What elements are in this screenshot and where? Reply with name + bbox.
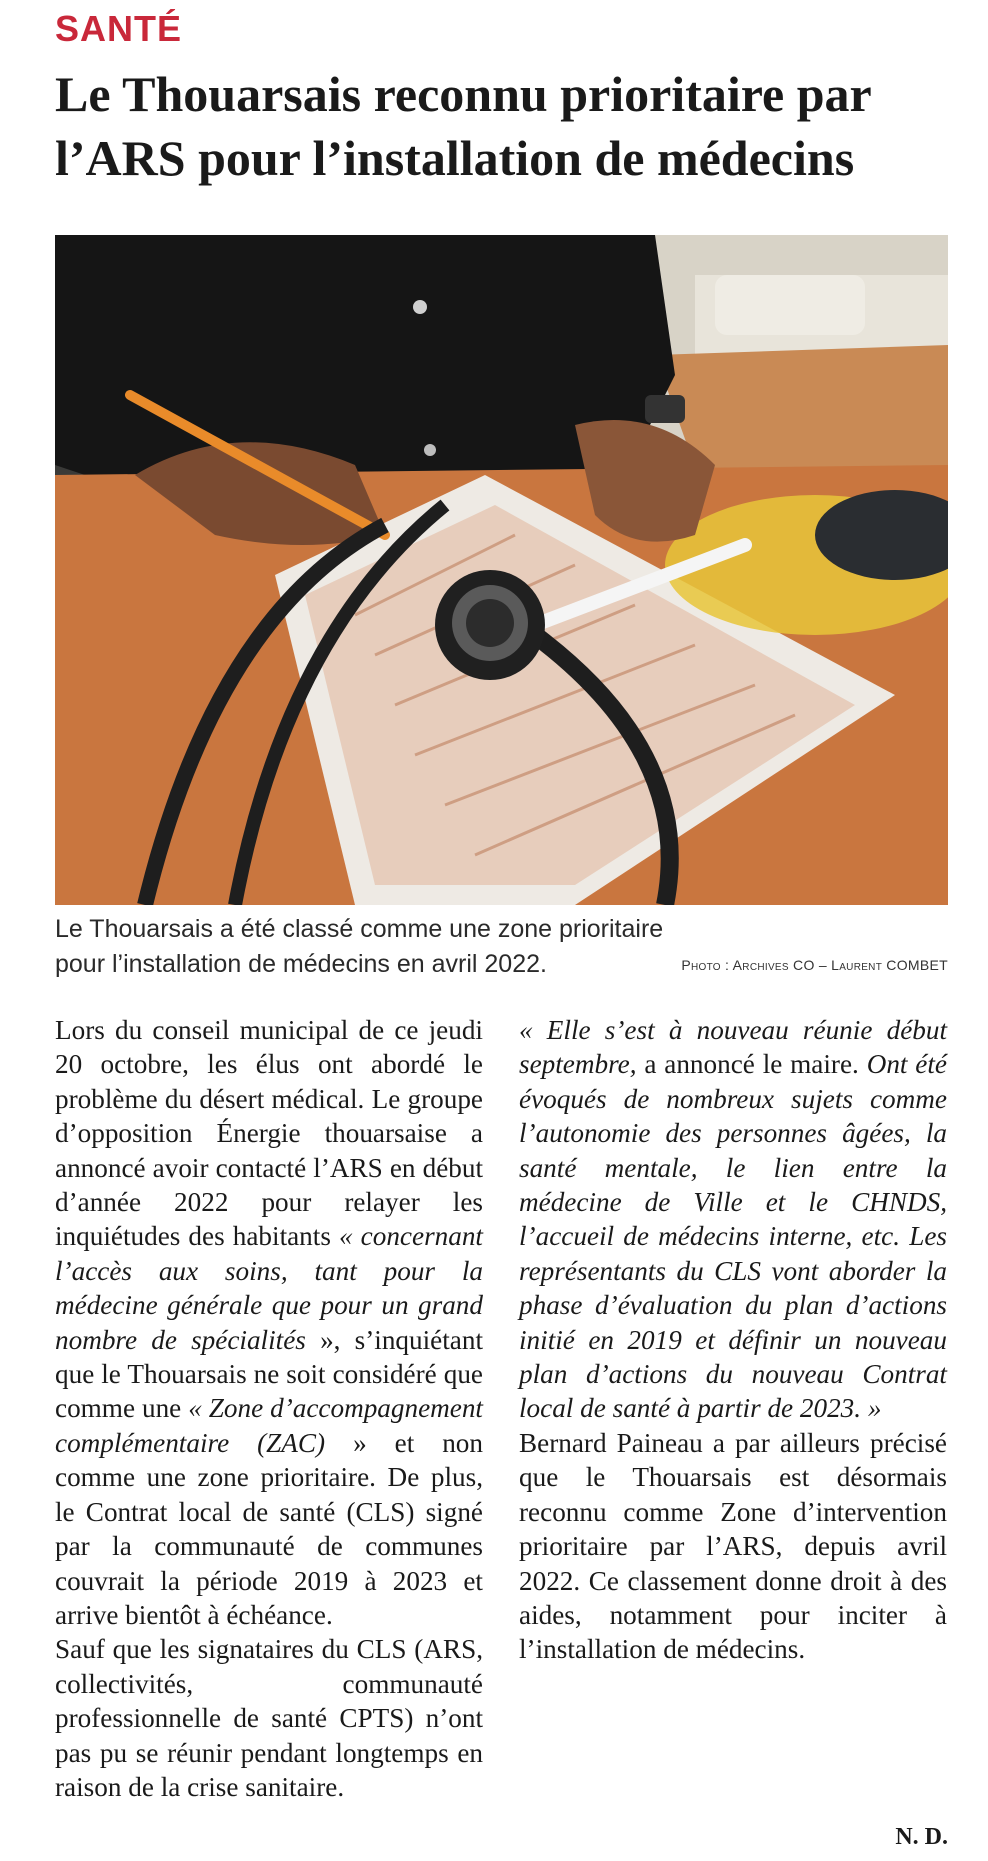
paragraph-1: Lors du conseil municipal de ce jeudi 20 octobre, les élus ont abordé le problème du désert médical. Le groupe d’opposition Énergie thouarsaise a annoncé avoir contacté l’ARS en début d’année 2022 pour relayer les inquiétudes des habitants « concernant l’accès aux soins, tant pour la médecine générale que pour un grand nombre de spécialités », s’inquiétant que le Thouarsais ne soit considéré que comme une « Zone d’accompagnement complémentaire (ZAC) » et non comme une zone prioritaire. De plus, le Contrat local de santé (CLS) signé par la communauté de communes couvrait la période 2019 à 2023 et arrive bientôt à échéance.: [55, 1015, 484, 1630]
caption-line-1: Le Thouarsais a été classé comme une zone prioritaire: [55, 915, 664, 943]
caption-line-2: pour l’installation de médecins en avril 2022.: [55, 950, 547, 978]
section-rubric: SANTÉ: [55, 8, 183, 49]
headline: [55, 62, 955, 190]
headline-line-2: l’ARS pour l’installation de médecins: [55, 130, 855, 186]
author-signature: N. D.: [895, 1824, 948, 1850]
headline-line-1: Le Thouarsais reconnu prioritaire par: [55, 66, 872, 122]
photo-credit: Photo : Archives CO – Laurent COMBET: [681, 957, 948, 973]
paragraph-2: Sauf que les signataires du CLS (ARS, collectivités, communauté professionnelle de santé CPTS) n’ont pas pu se réunir pendant longtemps en raison de la crise sanitaire.: [55, 1634, 483, 1802]
article-photo: [55, 235, 948, 905]
body-column-1: [55, 1013, 483, 1804]
paragraph-3: Bernard Paineau a par ailleurs précisé que le Thouarsais est désormais reconnu comme Zone d’intervention prioritaire par l’ARS, depuis avril 2022. Ce classement donne droit à des aides, notamment pour inciter à l’installation de médecins.: [519, 1427, 947, 1665]
paragraph-2-cont: « Elle s’est à nouveau réunie début septembre, a annoncé le maire. Ont été évoqués de nombreux sujets comme l’autonomie des personnes âgées, la santé mentale, le lien entre la médecine de Ville et le CHNDS, l’accueil de médecins interne, etc. Les représentants du CLS vont aborder la phase d’évaluation du plan d’actions initié en 2019 et définir un nouveau plan d’actions du nouveau Contrat local de santé à partir de 2023. »: [519, 1015, 947, 1424]
body-column-2: [519, 1013, 947, 1667]
